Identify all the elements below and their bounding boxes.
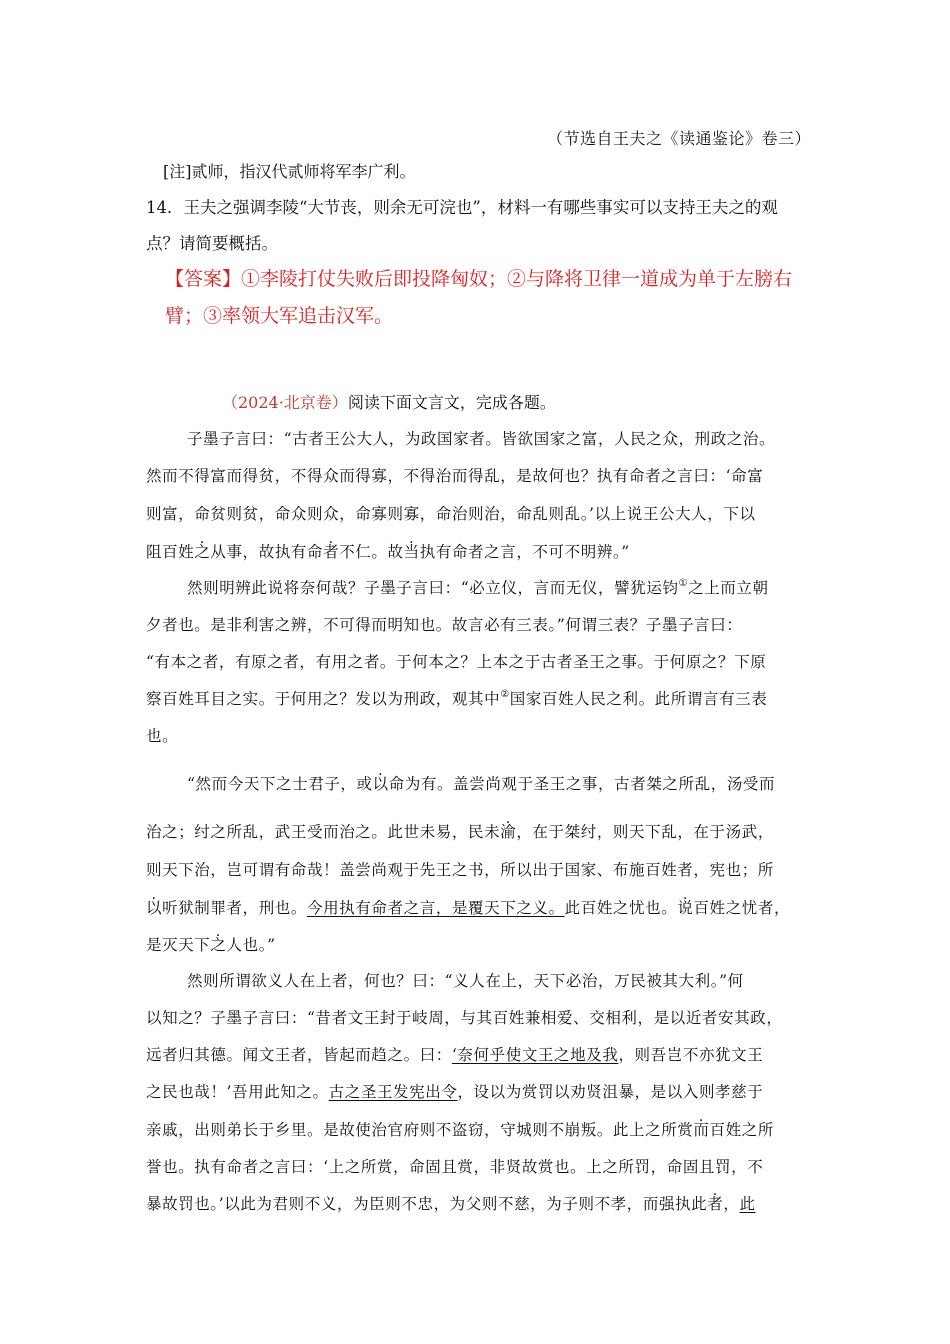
- passage-line: 然则所谓欲义人在上者，何也？曰：“义人在上，天下必治，万民被其大利。”何: [187, 972, 744, 990]
- text: 不仁。故: [339, 543, 404, 561]
- text: 然则明辨此说将奈何哉？子墨子言曰：“必立仪，言而无仪，譬犹运钧: [187, 579, 679, 597]
- text: ，则吾岂不亦犹文王: [618, 1046, 764, 1064]
- footnote-marker: ②: [500, 689, 510, 700]
- dotted-char: 之: [194, 543, 211, 561]
- text: 暴故罚也。’以此为君则不义，为臣则不忠，为父则不慈，为子则不孝，而强执此: [146, 1195, 708, 1213]
- dotted-char: 当: [403, 543, 420, 561]
- underlined-sentence: 今用执有命者之言，是覆天下之义。: [307, 899, 565, 917]
- text: 从事，故执有命: [210, 543, 324, 561]
- text: 之民也哉！’吾用此知之。: [146, 1083, 329, 1101]
- text: 执有命者之言，不可不明辨。”: [419, 543, 630, 561]
- passage-line: 则富，命贫则贫，命众则众，命寡则寡，命治则治，命乱则乱。’以上说王公大人，下以: [146, 505, 756, 523]
- text: “然而今天下之士君子，或: [187, 775, 373, 793]
- dotted-char: 者: [707, 1195, 724, 1213]
- passage-line: 子墨子言曰：“古者王公大人，为政国家者。皆欲国家之富，人民之众，刑政之治。: [187, 430, 776, 448]
- passage-line: “有本之者，有原之者，有用之者。于何本之？上本之于古者圣王之事。于何原之？下原: [146, 653, 767, 671]
- text: 人也。”: [226, 936, 276, 954]
- text: 之上而立朝: [688, 579, 769, 597]
- passage-line: 然而不得富而得贫，不得众而得寡，不得治而得乱，是故何也？执有命者之言曰：‘命富: [146, 467, 764, 485]
- text: 百姓之所: [709, 1121, 774, 1139]
- dotted-char: 以: [146, 899, 163, 917]
- passage-line: 以知之？子墨子言曰：“昔者文王封于岐周，与其百姓兼相爱、交相利，是以近者安其政，: [146, 1009, 783, 1027]
- passage-line: [146, 541, 630, 563]
- text: ，设以为赏罚以劝贤沮暴，是以入则孝慈于: [457, 1083, 764, 1101]
- text: ，: [723, 1195, 740, 1213]
- passage-line: 也。: [146, 727, 179, 745]
- dotted-char: 之: [210, 936, 227, 954]
- text: 国家百姓人民之利。此所谓言有三表: [509, 690, 768, 708]
- dotted-char: 以: [372, 775, 389, 793]
- passage-line: [187, 577, 769, 599]
- passage-line: [146, 897, 790, 919]
- text: 此百姓之忧也。: [564, 899, 678, 917]
- answer-line1: 【答案】①李陵打仗失败后即投降匈奴；②与降将卫律一道成为单于左膀右: [165, 268, 793, 290]
- underlined-sentence: 此: [739, 1195, 756, 1213]
- text: 命为有。盖尝尚观于圣王之事，古者桀之所乱，汤受而: [388, 775, 776, 793]
- dotted-char: 渝: [500, 823, 517, 841]
- text: 远者归其德。闻文王者，皆起而趋之。曰：: [146, 1046, 452, 1064]
- passage-line: [146, 1044, 763, 1066]
- dotted-char: 者: [323, 543, 340, 561]
- passage-line: [146, 821, 774, 843]
- passage-line: [146, 688, 767, 710]
- passage-line: 誉也。执有命者之言曰：‘上之所赏，命固且赏，非贤故赏也。上之所罚，命固且罚，不: [146, 1158, 764, 1176]
- text: 察百姓耳目之实。于何用之？发以为刑政，观其中: [146, 690, 501, 708]
- text: ，在于桀纣，则天下乱，在于汤武，: [516, 823, 774, 841]
- text: 治之；纣之所乱，武王受而治之。此世未易，民未: [146, 823, 501, 841]
- section-heading: [222, 392, 556, 414]
- underlined-sentence: 古之圣王发宪出令: [328, 1083, 458, 1101]
- text: 亲戚，出则弟长于乡里。是故使治官府则不盗窃，守城则不崩叛。此上之所赏: [146, 1121, 694, 1139]
- question-14-line1: 14．王夫之强调李陵“大节丧，则余无可浣也”，材料一有哪些事实可以支持王夫之的观: [146, 198, 778, 217]
- passage-line: [146, 1193, 756, 1215]
- passage-line: [146, 1119, 774, 1141]
- footnote-marker: ①: [678, 578, 689, 589]
- source-citation: （节选自王夫之《读通鉴论》卷三）: [547, 129, 812, 148]
- passage-line: [146, 934, 276, 956]
- footnote: [注]贰师，指汉代贰师将军李广利。: [163, 162, 416, 181]
- instruction: 阅读下面文言文，完成各题。: [347, 393, 556, 412]
- question-14-line2: 点？请简要概括。: [146, 234, 278, 253]
- dotted-char: 而: [693, 1121, 710, 1139]
- text: 百姓之忧者，: [693, 899, 791, 917]
- passage-line: [146, 1081, 763, 1103]
- dotted-char: 说: [677, 899, 694, 917]
- text: 是灭天下: [146, 936, 211, 954]
- answer-line2: 臂；③率领大军追击汉军。: [165, 305, 394, 327]
- text: 听狱制罪者，刑也。: [162, 899, 308, 917]
- underlined-sentence: ‘奈何乎使文王之地及我: [451, 1046, 619, 1064]
- passage-line: 夕者也。是非利害之辨，不可得而明知也。故言必有三表。”何谓三表？子墨子言曰：: [146, 616, 743, 634]
- passage-line: [187, 773, 775, 795]
- text: 阻百姓: [146, 543, 195, 561]
- passage-line: 则天下治，岂可谓有命哉！盖尝尚观于先王之书，所以出于国家、布施百姓者，宪也；所: [146, 861, 774, 879]
- exam-tag: （2024·北京卷）: [222, 393, 348, 412]
